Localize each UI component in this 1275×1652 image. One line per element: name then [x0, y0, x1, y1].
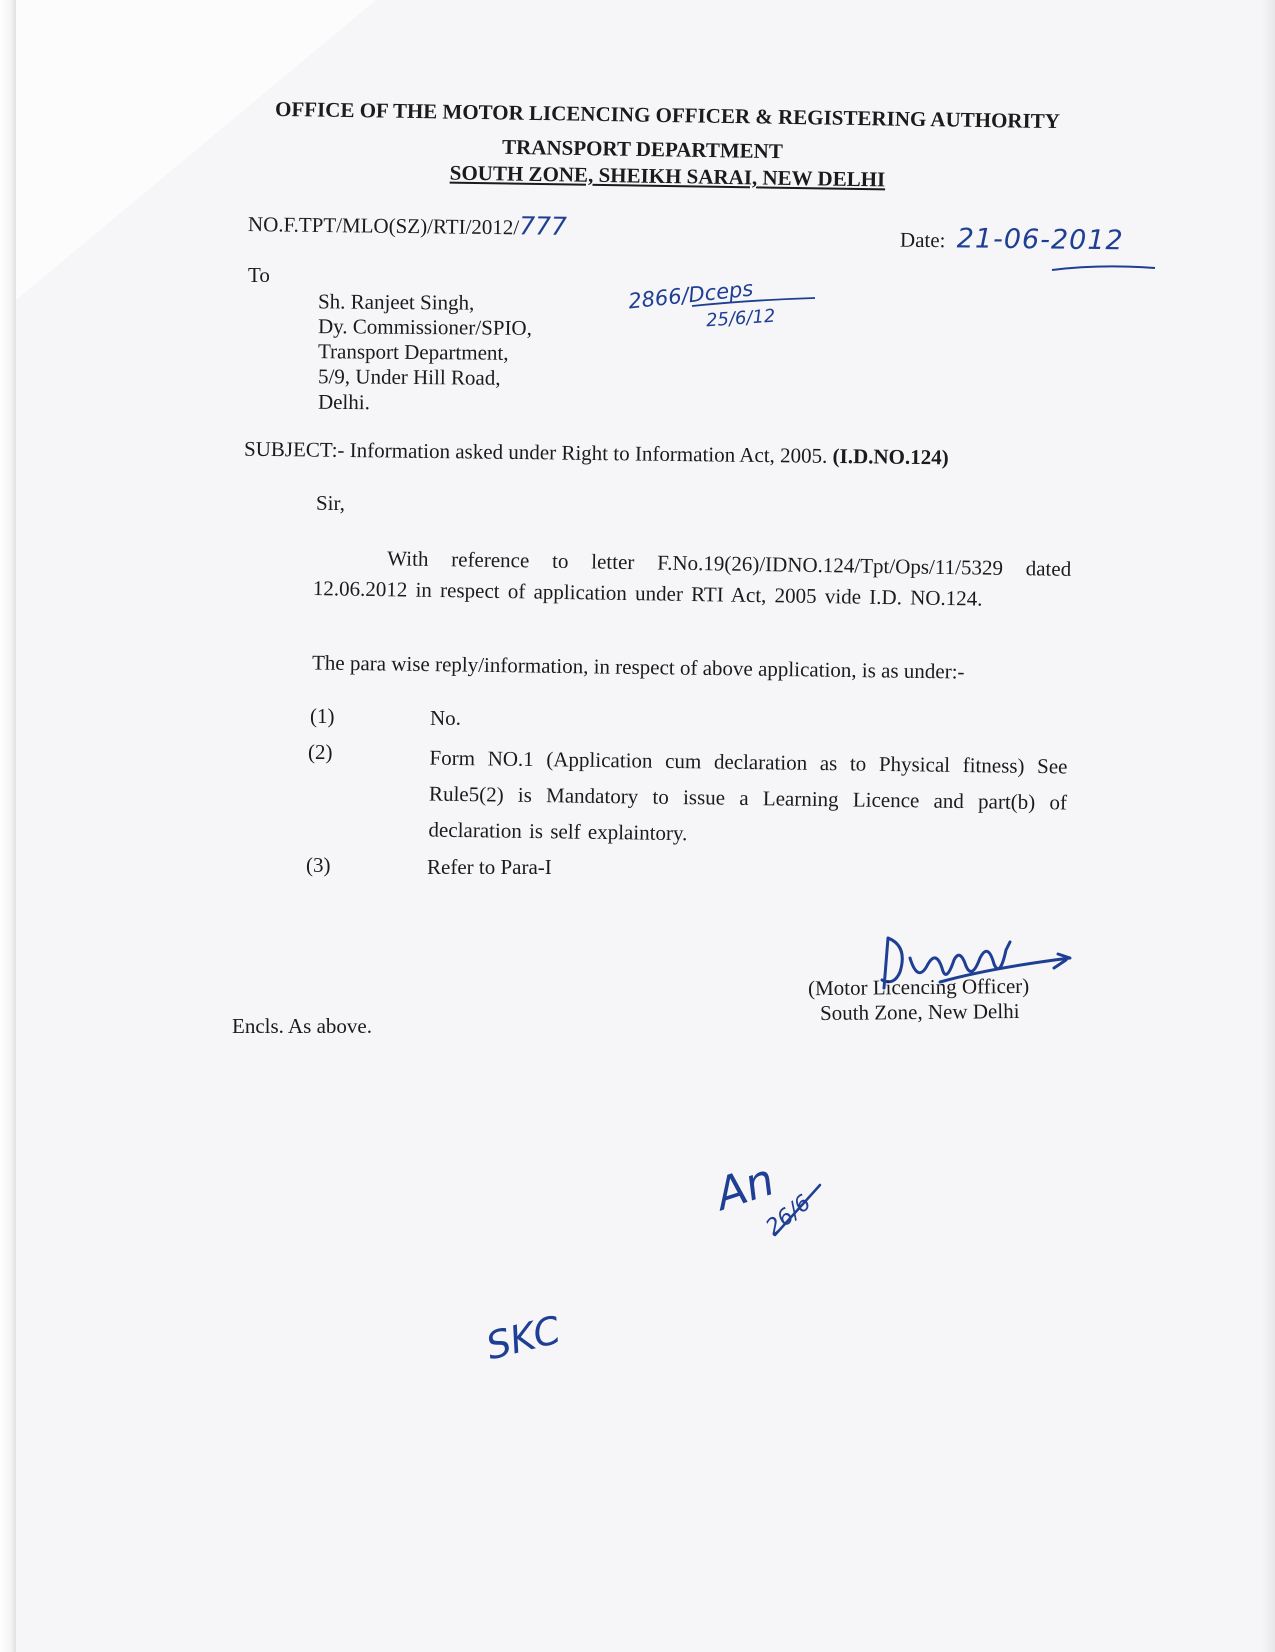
addressee-line-1: Sh. Ranjeet Singh, — [317, 289, 475, 315]
letterhead-zone: SOUTH ZONE, SHEIKH SARAI, NEW DELHI — [449, 160, 886, 192]
reply-3-text: Refer to Para-I — [427, 855, 552, 879]
addressee-line-5: Delhi. — [317, 389, 371, 415]
subject-text: SUBJECT:- Information asked under Right to Information Act, 2005. — [243, 436, 828, 468]
letterhead-office: OFFICE OF THE MOTOR LICENCING OFFICER & REGISTERING AUTHORITY — [274, 96, 1061, 134]
body-paragraph-2: The para wise reply/information, in respect of above application, is as under:- — [311, 650, 965, 684]
file-number-printed: NO.F.TPT/MLO(SZ)/RTI/2012/ — [247, 212, 520, 240]
file-number — [248, 208, 567, 242]
subject-id: (I.D.NO.124) — [832, 443, 949, 470]
letterhead-department: TRANSPORT DEPARTMENT — [501, 134, 784, 164]
salutation: Sir, — [316, 491, 345, 515]
addressee-line-4: 5/9, Under Hill Road, — [317, 364, 501, 390]
body-paragraph-1: With reference to letter F.No.19(26)/IDNO.124/Tpt/Ops/11/5329 dated 12.06.2012 in respect of application under RTI Act, 2005 vide I.D. NO.124. — [312, 546, 1072, 611]
date-label: Date: — [899, 227, 946, 253]
handwritten-initials-2: SKC — [481, 1307, 565, 1369]
date-field — [900, 223, 1124, 258]
reply-1-number: (1) — [310, 704, 335, 728]
file-number-handwritten: 777 — [519, 211, 568, 241]
signatory-designation: (Motor Licencing Officer) — [807, 973, 1030, 1001]
handwritten-initials-1: An — [709, 1154, 781, 1221]
reply-3-number: (3) — [306, 853, 331, 877]
reply-2-text: Form NO.1 (Application cum declaration as to Physical fitness) See Rule5(2) is Mandatory to issue a Learning Licence and part(b) of declaration is self explaintory. — [428, 745, 1068, 846]
diary-date: 25/6/12 — [705, 305, 777, 332]
to-label: To — [248, 263, 270, 287]
signatory-office: South Zone, New Delhi — [819, 998, 1020, 1026]
reply-2-number: (2) — [308, 740, 333, 764]
addressee-line-2: Dy. Commissioner/SPIO, — [317, 314, 533, 340]
date-handwritten: 21-06-2012 — [956, 223, 1124, 257]
diary-number: 2866/Dceps — [627, 276, 755, 314]
date-underline-stroke — [1050, 262, 1160, 274]
reply-1-text: No. — [430, 706, 461, 730]
addressee-line-3: Transport Department, — [317, 339, 509, 365]
scan-shadow — [1261, 0, 1275, 1652]
initials-slash-stroke — [770, 1180, 830, 1240]
handwritten-initials-1-date: 26/6 — [761, 1190, 816, 1241]
enclosure-note: Encls. As above. — [232, 1014, 372, 1038]
